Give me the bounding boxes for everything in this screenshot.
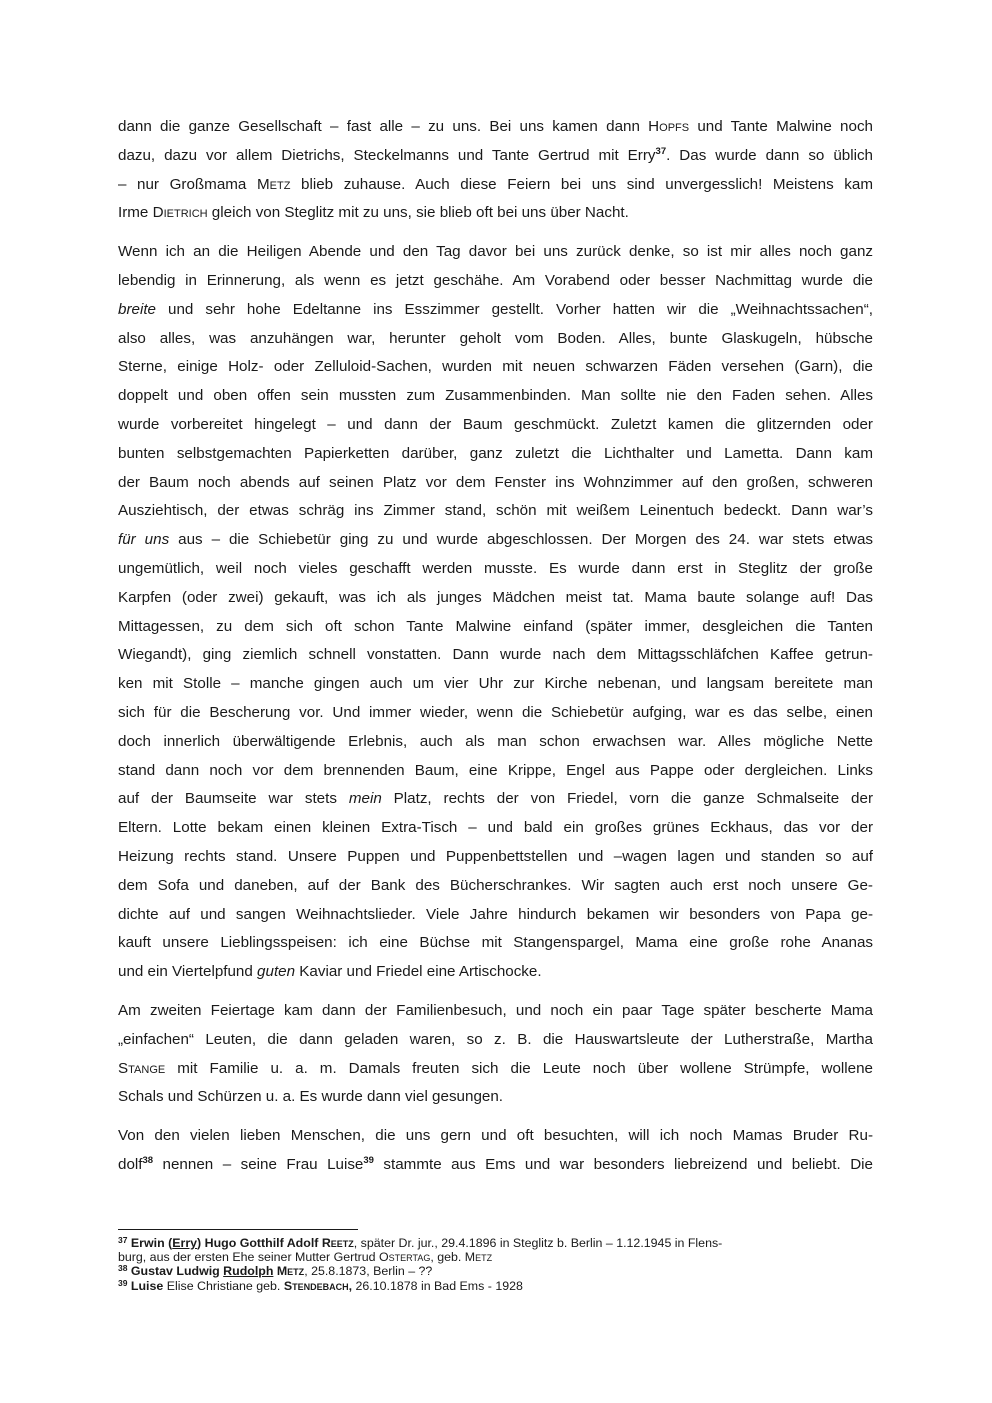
surname-smallcaps: Dietrich (152, 204, 208, 222)
text-line: dem Sofa und daneben, auf der Bank des Bücherschrankes. Wir sagten auch erst noch unsere Ge- (118, 876, 873, 894)
text-run: dann die ganze Gesellschaft – fast alle – zu uns. Bei uns kamen dann (118, 118, 649, 135)
text-line: Schals und Schürzen u. a. Es wurde dann viel gesungen. (118, 1088, 503, 1106)
text-line: stand dann noch vor dem brennenden Baum, eine Krippe, Engel aus Pappe oder dergleichen. Links (118, 761, 873, 779)
text-line: Sterne, einige Holz- oder Zelluloid-Sachen, wurden mit neuen schwarzen Fäden versehen (Garn), die (118, 358, 873, 376)
text-line (118, 958, 873, 987)
text-run: blieb zuhause. Auch diese Feiern bei uns sind unvergesslich! Meistens kam (290, 175, 873, 193)
footnote-number: 39 (118, 1277, 128, 1288)
text-line (118, 296, 873, 325)
text-run: nennen – seine Frau Luise (153, 1155, 364, 1173)
text-run: dazu, dazu vor allem Dietrichs, Steckelmanns und Tante Gertrud mit Erry (118, 146, 656, 164)
text-line (118, 171, 873, 200)
text-run: und ein Viertelpfund (118, 963, 258, 981)
text-line (118, 199, 873, 228)
footnote-name-underlined: Erry (172, 1236, 198, 1250)
footnote-surname: Reetz (321, 1236, 354, 1250)
text-run: dolf (118, 1155, 143, 1173)
footnote-ref-38[interactable]: 38 (142, 1154, 154, 1166)
text-line: doch innerlich überwältigende Erlebnis, auch als man schon erwachsen war. Alles mögliche Nette (118, 732, 873, 750)
text-line: Mittagessen, zu dem sich oft schon Tante Malwine einfand (später immer, desgleichen die Tanten (118, 617, 873, 635)
text-line (118, 526, 873, 555)
footnote-ref-37[interactable]: 37 (655, 145, 667, 157)
emphasis: mein (348, 790, 382, 808)
emphasis: guten (257, 963, 296, 981)
paragraph-1 (118, 113, 873, 228)
footnote-text: , geb. (430, 1250, 465, 1265)
footnote-surname: Metz (276, 1264, 305, 1279)
text-run: auf der Baumseite war stets (118, 790, 349, 808)
footnote-number: 38 (118, 1263, 128, 1274)
text-line: wurde vorbereitet hingelegt – und dann der Baum geschmückt. Zuletzt kamen die glitzernden oder (118, 415, 873, 433)
text-line: doppelt und oben offen sein mussten zum Zusammenbinden. Man sollte nie den Faden sehen. Alles (118, 387, 873, 405)
text-line (118, 113, 873, 142)
paragraph-2 (118, 238, 873, 987)
emphasis: breite (118, 300, 156, 318)
text-line (118, 1055, 873, 1084)
footnote-37 (118, 1236, 858, 1264)
text-line: Von den vielen lieben Menschen, die uns gern und oft besuchten, will ich noch Mamas Bruder Ru- (118, 1127, 873, 1145)
footnote-39 (118, 1279, 858, 1293)
footnote-surname: Stendebach, (283, 1278, 353, 1293)
footnote-text: Elise Christiane geb. (163, 1278, 284, 1293)
text-line (118, 785, 873, 814)
footnote-38 (118, 1264, 858, 1278)
footnote-separator (118, 1229, 358, 1230)
emphasis: für uns (118, 531, 170, 549)
text-line: Eltern. Lotte bekam einen kleinen Extra-Tisch – und bald ein großes grünes Eckhaus, das vor der (118, 819, 873, 837)
text-run: und sehr hohe Edeltanne ins Esszimmer gestellt. Vorher hatten wir die „Weihnachtssachen“, (156, 300, 873, 318)
text-line: bunten selbstgemachten Papierketten darüber, ganz zuletzt die Lichthalter und Lametta. Dann kam (118, 444, 873, 462)
footnote-text: , später Dr. jur., 29.4.1896 in Steglitz b. Berlin – 1.12.1945 in Flens- (353, 1236, 723, 1250)
footnote-text: , 25.8.1873, Berlin – ?? (304, 1264, 433, 1279)
surname-smallcaps: Stange (118, 1059, 166, 1077)
text-line (118, 142, 873, 171)
text-line: Am zweiten Feiertage kam dann der Familienbesuch, und noch ein paar Tage später bescherte Mama (118, 1001, 873, 1019)
text-run: aus – die Schiebetür ging zu und wurde abgeschlossen. Der Morgen des 24. war stets etwas (169, 531, 874, 549)
text-run: – nur Großmama (118, 175, 257, 193)
body-text (118, 113, 873, 1190)
footnote-number: 37 (118, 1235, 128, 1245)
footnote-name: Gustav Ludwig (130, 1264, 224, 1279)
paragraph-4 (118, 1122, 873, 1180)
text-line (118, 1151, 873, 1180)
text-line: also alles, was anzuhängen war, herunter geholt vom Boden. Alles, bunte Glaskugeln, hübsche (118, 329, 873, 347)
footnote-name: Luise (130, 1278, 164, 1293)
text-line: Ausziehtisch, der etwas schräg ins Zimmer stand, schön mit weißem Leinentuch bedeckt. Dann war’s (118, 502, 873, 520)
footnote-ref-39[interactable]: 39 (363, 1154, 374, 1166)
text-run: gleich von Steglitz mit zu uns, sie blieb oft bei uns über Nacht. (207, 204, 629, 222)
footnote-name: Erwin ( (130, 1236, 173, 1250)
text-run: stammte aus Ems und war besonders liebreizend und beliebt. Die (373, 1155, 873, 1173)
surname-smallcaps: Metz (256, 175, 291, 193)
footnote-surname: Metz (464, 1250, 493, 1265)
text-line: ungemütlich, weil noch vieles geschafft werden musste. Es wurde dann erst in Steglitz der große (118, 559, 873, 577)
footnote-surname: Ostertag (379, 1250, 431, 1265)
text-line: Wenn ich an die Heiligen Abende und den Tag davor bei uns zurück denke, so ist mir alles noch ganz (118, 243, 873, 261)
text-run: Platz, rechts der von Friedel, vorn die ganze Schmalseite der (381, 790, 873, 808)
text-line: Heizung rechts stand. Unsere Puppen und Puppenbettstellen und –wagen lagen und standen so auf (118, 847, 873, 865)
footnote-text: burg, aus der ersten Ehe seiner Mutter Gertrud (118, 1250, 380, 1265)
text-run: und Tante Malwine noch (689, 118, 873, 135)
text-run: . Das wurde dann so üblich (666, 146, 873, 164)
paragraph-3 (118, 997, 873, 1112)
text-line: „einfachen“ Leuten, die dann geladen waren, so z. B. die Hauswartsleute der Lutherstraße, Martha (118, 1030, 873, 1048)
text-run: mit Familie u. a. m. Damals freuten sich die Leute noch über wollene Strümpfe, wollene (165, 1059, 873, 1077)
footnotes (118, 1236, 858, 1293)
footnote-text: 26.10.1878 in Bad Ems - 1928 (352, 1278, 523, 1293)
text-run: Irme (118, 204, 153, 222)
text-line: lebendig in Erinnerung, als wenn es jetzt geschähe. Am Vorabend oder besser Nachmittag wurde die (118, 271, 873, 289)
text-line: der Baum noch abends auf seinen Platz vor dem Fenster ins Wohnzimmer auf den großen, schweren (118, 473, 873, 491)
footnote-name-underlined: Rudolph (223, 1264, 274, 1279)
text-line: sich für die Bescherung vor. Und immer wieder, wenn die Schiebetür aufging, war es das selbe, einen (118, 703, 873, 721)
text-line: kauft unsere Lieblingsspeisen: ich eine Büchse mit Stangenspargel, Mama eine große rohe Ananas (118, 934, 873, 952)
footnote-name: ) Hugo Gotthilf Adolf (197, 1236, 322, 1250)
text-line: ken mit Stolle – manche gingen auch um vier Uhr zur Kirche nebenan, und langsam bereitete man (118, 675, 873, 693)
surname-smallcaps: Hopfs (648, 118, 690, 135)
text-line: Wiegandt), ging ziemlich schnell vonstatten. Dann wurde nach dem Mittagsschläfchen Kaffee getrun- (118, 646, 873, 664)
text-line: Karpfen (oder zwei) gekauft, was ich als junges Mädchen meist tat. Mama baute solange auf! Das (118, 588, 873, 606)
text-line: dichte auf und sangen Weihnachtslieder. Viele Jahre hindurch bekamen wir besonders von Papa ge- (118, 905, 873, 923)
text-run: Kaviar und Friedel eine Artischocke. (295, 963, 542, 981)
